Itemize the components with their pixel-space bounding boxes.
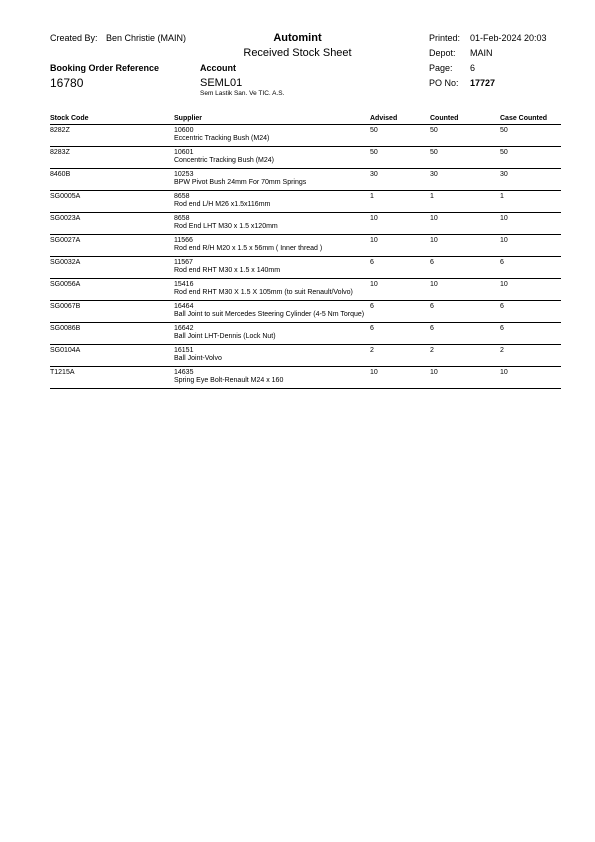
- stock-code: 8460B: [50, 171, 71, 178]
- account-name: Sem Lastik San. Ve TIC. A.S.: [200, 90, 285, 97]
- advised-qty: 10: [370, 281, 378, 288]
- po-value: 17727: [470, 78, 496, 88]
- row-divider: [50, 388, 561, 389]
- depot-value: MAIN: [470, 48, 493, 58]
- advised-qty: 6: [370, 259, 374, 266]
- advised-qty: 10: [370, 237, 378, 244]
- case-counted-qty: 6: [500, 325, 504, 332]
- item-description: Spring Eye Bolt-Renault M24 x 160: [174, 377, 284, 384]
- counted-qty: 10: [430, 369, 438, 376]
- case-counted-qty: 10: [500, 237, 508, 244]
- supplier-code: 10600: [174, 127, 194, 134]
- printed-label: Printed:: [429, 33, 461, 43]
- counted-qty: 6: [430, 325, 434, 332]
- advised-qty: 10: [370, 369, 378, 376]
- stock-code: 8282Z: [50, 127, 70, 134]
- advised-qty: 30: [370, 171, 378, 178]
- case-counted-qty: 10: [500, 215, 508, 222]
- item-description: Eccentric Tracking Bush (M24): [174, 135, 270, 142]
- case-counted-qty: 10: [500, 281, 508, 288]
- counted-qty: 1: [430, 193, 434, 200]
- supplier-code: 16464: [174, 303, 194, 310]
- case-counted-qty: 50: [500, 149, 508, 156]
- case-counted-qty: 6: [500, 259, 504, 266]
- advised-qty: 2: [370, 347, 374, 354]
- item-description: Ball Joint-Volvo: [174, 355, 222, 362]
- row-divider: [50, 190, 561, 191]
- case-counted-qty: 10: [500, 369, 508, 376]
- supplier-code: 15416: [174, 281, 194, 288]
- supplier-code: 8658: [174, 215, 190, 222]
- row-divider: [50, 366, 561, 367]
- counted-qty: 50: [430, 149, 438, 156]
- item-description: Rod end RHT M30 x 1.5 x 140mm: [174, 267, 281, 274]
- advised-qty: 50: [370, 149, 378, 156]
- item-description: Rod End LHT M30 x 1.5 x120mm: [174, 223, 278, 230]
- account-code: SEML01: [200, 77, 243, 89]
- advised-qty: 1: [370, 193, 374, 200]
- row-divider: [50, 146, 561, 147]
- stock-code: SG0023A: [50, 215, 81, 222]
- col-header-case-counted: Case Counted: [500, 115, 548, 122]
- advised-qty: 6: [370, 303, 374, 310]
- counted-qty: 6: [430, 259, 434, 266]
- booking-ref-label: Booking Order Reference: [50, 63, 160, 73]
- counted-qty: 30: [430, 171, 438, 178]
- page-label: Page:: [429, 63, 453, 73]
- counted-qty: 50: [430, 127, 438, 134]
- counted-qty: 2: [430, 347, 434, 354]
- counted-qty: 10: [430, 237, 438, 244]
- item-description: Rod end RHT M30 X 1.5 X 105mm (to suit Renault/Volvo): [174, 289, 353, 296]
- stock-code: SG0086B: [50, 325, 81, 332]
- item-description: Concentric Tracking Bush (M24): [174, 157, 274, 164]
- case-counted-qty: 2: [500, 347, 504, 354]
- supplier-code: 11567: [174, 259, 193, 266]
- stock-code: SG0032A: [50, 259, 81, 266]
- supplier-code: 10601: [174, 149, 194, 156]
- po-label: PO No:: [429, 78, 459, 88]
- header-divider: [50, 124, 561, 125]
- counted-qty: 6: [430, 303, 434, 310]
- item-description: BPW Pivot Bush 24mm For 70mm Springs: [174, 179, 307, 186]
- supplier-code: 14635: [174, 369, 194, 376]
- col-header-stock-code: Stock Code: [50, 115, 89, 122]
- stock-code: SG0104A: [50, 347, 81, 354]
- case-counted-qty: 6: [500, 303, 504, 310]
- advised-qty: 10: [370, 215, 378, 222]
- supplier-code: 11566: [174, 237, 193, 244]
- row-divider: [50, 322, 561, 323]
- item-description: Ball Joint LHT-Dennis (Lock Nut): [174, 333, 276, 340]
- stock-code: SG0005A: [50, 193, 81, 200]
- col-header-counted: Counted: [430, 115, 459, 122]
- advised-qty: 6: [370, 325, 374, 332]
- row-divider: [50, 212, 561, 213]
- case-counted-qty: 1: [500, 193, 504, 200]
- row-divider: [50, 300, 561, 301]
- supplier-code: 8658: [174, 193, 190, 200]
- item-description: Rod end R/H M20 x 1.5 x 56mm ( Inner thread ): [174, 245, 323, 252]
- sheet-title: Received Stock Sheet: [243, 47, 352, 59]
- stock-code: SG0067B: [50, 303, 81, 310]
- created-by-value: Ben Christie (MAIN): [106, 33, 187, 43]
- col-header-supplier: Supplier: [174, 115, 203, 122]
- item-description: Rod end L/H M26 x1.5x116mm: [174, 201, 271, 208]
- row-divider: [50, 234, 561, 235]
- case-counted-qty: 30: [500, 171, 508, 178]
- row-divider: [50, 278, 561, 279]
- case-counted-qty: 50: [500, 127, 508, 134]
- row-divider: [50, 256, 561, 257]
- row-divider: [50, 344, 561, 345]
- depot-label: Depot:: [429, 48, 456, 58]
- col-header-advised: Advised: [370, 115, 398, 122]
- item-description: Ball Joint to suit Mercedes Steering Cylinder (4-5 Nm Torque): [174, 311, 365, 318]
- advised-qty: 50: [370, 127, 378, 134]
- company-name: Automint: [273, 32, 322, 44]
- stock-code: T1215A: [50, 369, 75, 376]
- stock-code: SG0056A: [50, 281, 81, 288]
- supplier-code: 16642: [174, 325, 194, 332]
- printed-value: 01-Feb-2024 20:03: [470, 33, 547, 43]
- counted-qty: 10: [430, 215, 438, 222]
- stock-code: SG0027A: [50, 237, 81, 244]
- account-label: Account: [200, 63, 236, 73]
- supplier-code: 10253: [174, 171, 194, 178]
- created-by-label: Created By:: [50, 33, 98, 43]
- counted-qty: 10: [430, 281, 438, 288]
- supplier-code: 16151: [174, 347, 194, 354]
- booking-ref-value: 16780: [50, 76, 84, 90]
- row-divider: [50, 168, 561, 169]
- stock-code: 8283Z: [50, 149, 70, 156]
- page-number: 6: [470, 63, 476, 73]
